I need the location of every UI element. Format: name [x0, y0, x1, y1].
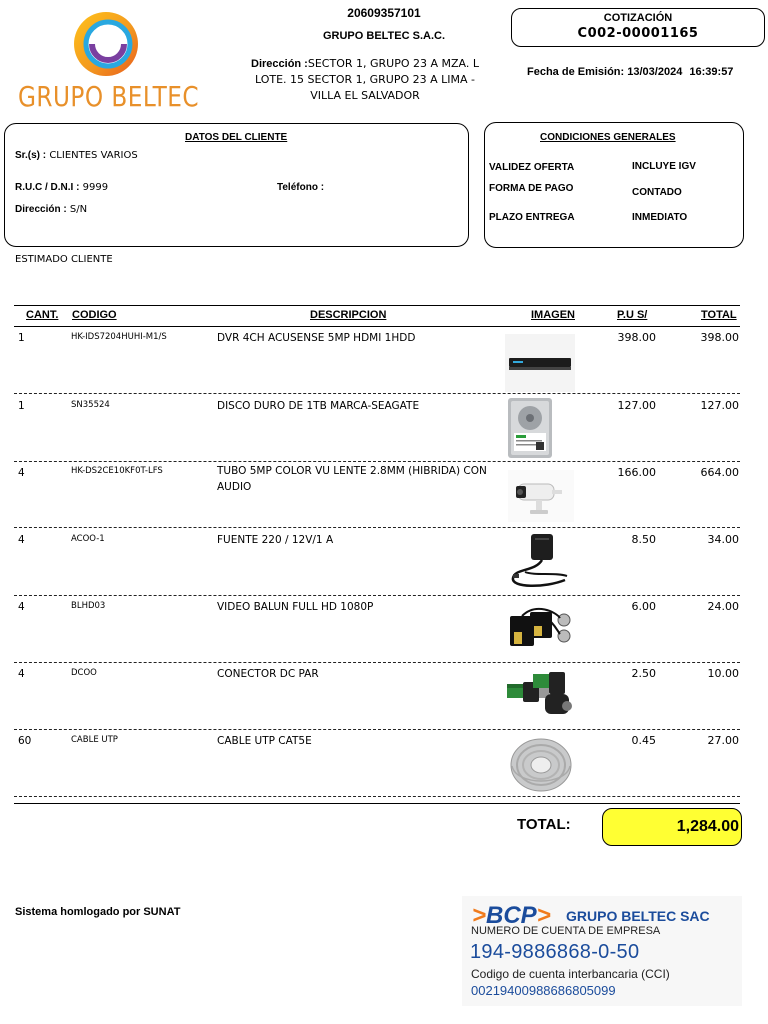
sunat-note: Sistema homlogado por SUNAT [15, 906, 181, 918]
power-adapter-icon [505, 532, 575, 594]
client-name [15, 150, 138, 161]
col-header-qty: CANT. [26, 309, 59, 321]
row-code: CABLE UTP [71, 735, 118, 745]
bcp-arrow-icon: > [536, 902, 551, 929]
condition-value: CONTADO [632, 187, 682, 198]
row-unit: 2.50 [631, 667, 656, 680]
dc-connector-icon [505, 672, 575, 724]
col-header-total: TOTAL [701, 309, 737, 321]
issue-date-value: 13/03/2024 [627, 66, 683, 78]
company-name: GRUPO BELTEC S.A.C. [322, 30, 446, 42]
row-total: 127.00 [700, 399, 739, 412]
table-top-line [14, 305, 740, 306]
utp-cable-icon [506, 736, 576, 798]
total-label: TOTAL: [517, 816, 571, 833]
issue-date-label: Fecha de Emisión: [527, 66, 625, 78]
row-code: ACOO-1 [71, 534, 105, 544]
bank-info-panel [462, 896, 742, 1006]
condition-value: INMEDIATO [632, 212, 688, 223]
row-total: 10.00 [707, 667, 739, 680]
row-qty: 1 [18, 332, 25, 344]
row-divider [14, 393, 740, 394]
bank-cci-number: 00219400988686805099 [471, 983, 616, 998]
client-ruc [15, 182, 108, 193]
client-name-value: CLIENTES VARIOS [49, 150, 138, 161]
conditions-box [484, 122, 744, 248]
logo-text: GRUPO BELTEC [18, 80, 200, 113]
hard-drive-icon [508, 398, 552, 462]
client-address-value: S/N [69, 204, 88, 215]
row-total: 34.00 [707, 533, 739, 546]
condition-label: FORMA DE PAGO [489, 183, 574, 194]
row-desc: VIDEO BALUN FULL HD 1080P [217, 601, 374, 613]
row-divider [14, 796, 740, 797]
row-divider [14, 527, 740, 528]
row-code: HK-DS2CE10KF0T-LFS [71, 466, 163, 476]
issue-date [527, 66, 733, 78]
col-header-image: IMAGEN [531, 309, 575, 321]
row-unit: 127.00 [617, 399, 656, 412]
row-code: SN35524 [71, 400, 110, 410]
bank-company-name: GRUPO BELTEC SAC [566, 908, 710, 924]
row-qty: 4 [18, 534, 25, 546]
row-desc: FUENTE 220 / 12V/1 A [217, 534, 334, 546]
client-box [4, 123, 469, 247]
row-qty: 4 [18, 668, 25, 680]
quote-number: C002-00001165 [577, 26, 699, 41]
row-qty: 1 [18, 400, 25, 412]
client-ruc-value: 9999 [82, 182, 109, 193]
condition-label: PLAZO ENTREGA [489, 212, 575, 223]
quote-title: COTIZACIÓN [603, 12, 673, 24]
total-box [602, 808, 742, 846]
row-qty: 4 [18, 601, 25, 613]
company-address-value: SECTOR 1, GRUPO 23 A MZA. L LOTE. 15 SECTOR 1, GRUPO 23 A LIMA - VILLA EL SALVADOR [254, 57, 479, 102]
client-address-label: Dirección : [15, 204, 67, 215]
company-address-label: Dirección : [251, 58, 308, 70]
row-qty: 4 [18, 467, 25, 479]
row-code: BLHD03 [71, 601, 106, 611]
table-bottom-line [14, 803, 740, 804]
row-divider [14, 595, 740, 596]
company-ruc: 20609357101 [347, 6, 421, 20]
client-name-label: Sr.(s) : [15, 150, 47, 161]
dvr-icon [505, 334, 575, 396]
greeting: ESTIMADO CLIENTE [15, 254, 113, 265]
row-desc: CONECTOR DC PAR [217, 668, 319, 680]
col-header-unit: P.U S/ [617, 309, 648, 321]
issue-time-value: 16:39:57 [689, 66, 734, 78]
total-value: 1,284.00 [676, 818, 739, 835]
row-qty: 60 [18, 735, 32, 747]
row-desc: TUBO 5MP COLOR VU LENTE 2.8MM (HIBRIDA) CON AUDIO [217, 465, 487, 493]
col-header-desc: DESCRIPCION [310, 309, 387, 321]
row-unit: 166.00 [617, 466, 656, 479]
bcp-arrow-icon: > [472, 902, 487, 929]
row-desc: DVR 4CH ACUSENSE 5MP HDMI 1HDD [217, 332, 416, 344]
client-ruc-label: R.U.C / D.N.I : [15, 182, 80, 193]
condition-label: VALIDEZ OFERTA [489, 162, 575, 173]
row-divider [14, 662, 740, 663]
col-header-code: CODIGO [72, 309, 117, 321]
row-desc: CABLE UTP CAT5E [217, 735, 312, 747]
conditions-section-title: CONDICIONES GENERALES [540, 132, 676, 143]
client-section-title: DATOS DEL CLIENTE [185, 132, 288, 143]
bank-account-label: NUMERO DE CUENTA DE EMPRESA [471, 925, 661, 937]
client-phone-label: Teléfono : [277, 182, 325, 193]
row-code: DCOO [71, 668, 97, 678]
bullet-camera-icon [508, 470, 574, 526]
row-desc: DISCO DURO DE 1TB MARCA-SEAGATE [217, 400, 420, 412]
bank-account-number: 194-9886868-0-50 [470, 941, 640, 963]
row-unit: 6.00 [631, 600, 656, 613]
condition-value: INCLUYE IGV [632, 161, 696, 172]
row-divider [14, 461, 740, 462]
row-unit: 398.00 [617, 331, 656, 344]
row-unit: 8.50 [631, 533, 656, 546]
row-unit: 0.45 [631, 734, 656, 747]
company-address [240, 56, 490, 104]
row-divider [14, 729, 740, 730]
row-code: HK-IDS7204HUHI-M1/S [71, 332, 167, 342]
bcp-brand: BCP [486, 902, 537, 929]
video-balun-icon [506, 602, 576, 658]
row-total: 27.00 [707, 734, 739, 747]
row-total: 398.00 [700, 331, 739, 344]
table-header-line [14, 326, 740, 327]
client-address [15, 204, 87, 215]
row-total: 664.00 [700, 466, 739, 479]
bank-cci-label: Codigo de cuenta interbancaria (CCI) [471, 967, 670, 981]
row-total: 24.00 [707, 600, 739, 613]
quote-box [511, 8, 765, 47]
